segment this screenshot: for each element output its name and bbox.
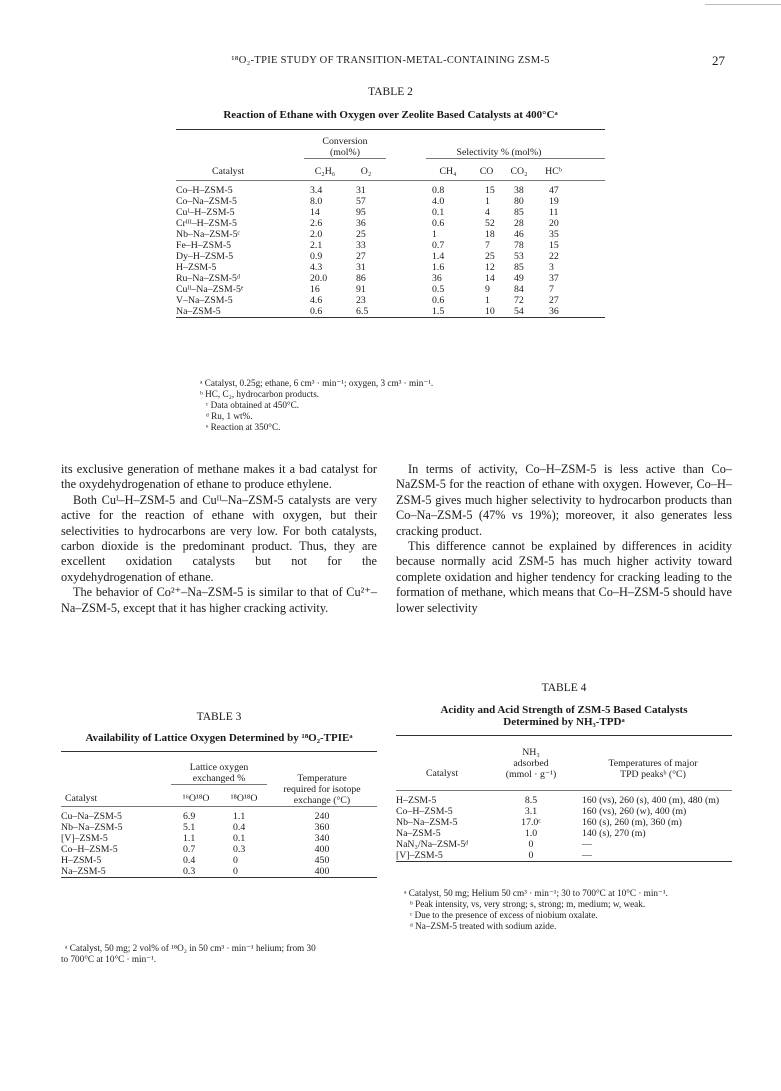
body-paragraph: This difference cannot be explained by differences in acidity because normally acid ZSM-5 has much higher activity toward complete oxidation and higher tendency for cracking leading to the formation of methane, which means that Co–H–ZSM-5 should have lower selectivity [396, 539, 732, 615]
table2-cell: 0.8 [432, 185, 445, 196]
table3-header: ¹⁸O¹⁸O [230, 792, 258, 804]
table3-cell: [V]–ZSM-5 [61, 833, 108, 844]
table3-header-temperature: Temperature required for isotope exchange (°C) [283, 773, 361, 806]
table4-row [396, 839, 732, 850]
table4-cell: NaN₃/Na–ZSM-5ᵈ [396, 838, 469, 850]
table2-cell: 2.1 [310, 240, 323, 251]
table3-row [61, 811, 377, 822]
table4-footnote: ᶜ Due to the presence of excess of niobium oxalate. [410, 910, 598, 920]
table2-footnote: ᵃ Catalyst, 0.25g; ethane, 6 cm³ · min⁻¹; oxygen, 3 cm³ · min⁻¹. [200, 378, 434, 388]
table3-row [61, 822, 377, 833]
table3-row [61, 833, 377, 844]
table3-row [61, 866, 377, 878]
table2-cell: 86 [356, 273, 366, 284]
table2-row [176, 229, 605, 240]
table2-cell: Cuᴵᴵ–Na–ZSM-5ᵉ [176, 284, 244, 295]
table2-cell: Na–ZSM-5 [176, 306, 221, 317]
table2-cell: 10 [485, 306, 495, 317]
table3-cell: H–ZSM-5 [61, 855, 102, 866]
table2-cell: 4.6 [310, 295, 323, 306]
table2-cell: 36 [549, 306, 559, 317]
table4 [396, 735, 732, 866]
table2-cell: H–ZSM-5 [176, 262, 217, 273]
table4-cell: Nb–Na–ZSM-5 [396, 816, 458, 828]
table2-cell: Fe–H–ZSM-5 [176, 240, 231, 251]
table3-header: Catalyst [65, 792, 98, 804]
table4-cell: 8.5 [524, 794, 538, 806]
table2-cell: 1 [485, 295, 490, 306]
table2-cell: Cuᴵ–H–ZSM-5 [176, 207, 235, 218]
table2-cell: 31 [356, 185, 366, 196]
table4-cell: — [582, 838, 592, 850]
table2-cell: V–Na–ZSM-5 [176, 295, 233, 306]
table2-cell: 85 [514, 262, 524, 273]
table2-header: CH₄ [439, 165, 457, 177]
table2-cell: 95 [356, 207, 366, 218]
table4-row [396, 806, 732, 817]
table3-cell: 0.1 [233, 833, 246, 844]
table3-cell: 0.7 [183, 844, 196, 855]
table3-cell: Co–H–ZSM-5 [61, 844, 118, 855]
table3-cell: 340 [314, 833, 330, 844]
table4-row [396, 795, 732, 806]
table2-cell: 54 [514, 306, 524, 317]
table4-cell: 3.1 [524, 805, 538, 817]
table4-cell: 17.0ᶜ [521, 816, 541, 828]
table2-cell: 0.5 [432, 284, 445, 295]
table4-cell: — [582, 849, 592, 861]
table2-cell: 19 [549, 196, 559, 207]
body-right-column [396, 462, 732, 616]
page-number: 27 [712, 53, 725, 68]
table2-cell: 1 [485, 196, 490, 207]
table2-cell: 1 [432, 229, 437, 240]
table2-cell: 14 [485, 273, 495, 284]
table2-cell: 0.6 [310, 306, 323, 317]
body-paragraph: its exclusive generation of methane makes it a bad catalyst for the oxydehydrogenation of ethane to produce ethylene. [61, 462, 377, 492]
table2-cell: 8.0 [310, 196, 323, 207]
table2-row [176, 295, 605, 306]
body-paragraph: The behavior of Co²⁺–Na–ZSM-5 is similar to that of Cu²⁺–Na–ZSM-5, except that it has higher cracking activity. [61, 585, 377, 615]
table4-cell: 140 (s), 270 (m) [582, 827, 646, 839]
table3-cell: Cu–Na–ZSM-5 [61, 811, 122, 822]
table2-group-conversion: Conversion (mol%) [322, 136, 368, 158]
table2-cell: 20 [549, 218, 559, 229]
table2-cell: 12 [485, 262, 495, 273]
table2-cell: 4.0 [432, 196, 445, 207]
table2-cell: 84 [514, 284, 524, 295]
table3-row [61, 844, 377, 855]
table2-cell: 4 [485, 207, 490, 218]
table3-cell: 0 [233, 866, 238, 877]
table2-cell: 49 [514, 273, 524, 284]
table2-cell: 1.6 [432, 262, 445, 273]
table2-cell: Co–Na–ZSM-5 [176, 196, 237, 207]
table3-cell: Na–ZSM-5 [61, 866, 106, 877]
table2-row [176, 196, 605, 207]
table3-cell: 1.1 [183, 833, 196, 844]
table2-cell: Nb–Na–ZSM-5ᶜ [176, 229, 241, 240]
table3-cell: 450 [314, 855, 330, 866]
table2-cell: 36 [432, 273, 442, 284]
table4-cell: Co–H–ZSM-5 [396, 805, 453, 817]
table2-cell: 27 [356, 251, 366, 262]
table2-row [176, 251, 605, 262]
table2-header: CO [479, 165, 494, 177]
table2-cell: 23 [356, 295, 366, 306]
table2-header: HCᵇ [545, 165, 562, 177]
table2-cell: 18 [485, 229, 495, 240]
table4-footnote: ᵈ Na–ZSM-5 treated with sodium azide. [410, 921, 557, 931]
table2-cell: 36 [356, 218, 366, 229]
table3-cell: 240 [314, 811, 330, 822]
table4-cell: 1.0 [524, 827, 538, 839]
body-left-column [61, 462, 377, 616]
table2-cell: 14 [310, 207, 320, 218]
table2-cell: 80 [514, 196, 524, 207]
table2-cell: 52 [485, 218, 495, 229]
running-title: ¹⁸O₂-TPIE STUDY OF TRANSITION-METAL-CONTAINING ZSM-5 [231, 55, 550, 66]
table2-cell: 1.5 [432, 306, 445, 317]
table2-footnote: ᵈ Ru, 1 wt%. [206, 411, 253, 421]
table2-row [176, 306, 605, 318]
table3-cell: 0.3 [233, 844, 246, 855]
table2-row [176, 240, 605, 251]
table2-cell: 16 [310, 284, 320, 295]
table2-row [176, 262, 605, 273]
table2-cell: 35 [549, 229, 559, 240]
table4-label: TABLE 4 [541, 682, 587, 694]
table2-cell: 25 [356, 229, 366, 240]
table2-cell: 28 [514, 218, 524, 229]
table3-cell: 360 [314, 822, 330, 833]
table2-cell: Crᴵᴵᴵ–H–ZSM-5 [176, 218, 237, 229]
table2-cell: 15 [485, 185, 495, 196]
table4-cell: Na–ZSM-5 [396, 827, 441, 839]
table2-cell: 0.6 [432, 295, 445, 306]
table2-cell: Dy–H–ZSM-5 [176, 251, 234, 262]
table4-footnote: ᵇ Peak intensity, vs, very strong; s, strong; m, medium; w, weak. [410, 899, 646, 909]
table4-cell: 160 (vs), 260 (w), 400 (m) [582, 805, 687, 817]
table3-cell: 0.3 [183, 866, 196, 877]
table3-cell: 0.4 [183, 855, 196, 866]
table2-header: Catalyst [212, 165, 245, 177]
table4-cell: H–ZSM-5 [396, 794, 437, 806]
table2-cell: 0.7 [432, 240, 445, 251]
table2-cell: 47 [549, 185, 559, 196]
table4-header-nh3: NH₃ adsorbed (mmol · g⁻¹) [505, 747, 557, 780]
top-edge-rule [705, 4, 781, 5]
table4-row [396, 850, 732, 862]
table2-cell: 91 [356, 284, 366, 295]
table2-cell: Co–H–ZSM-5 [176, 185, 233, 196]
body-paragraph: Both Cuᴵ–H–ZSM-5 and Cuᴵᴵ–Na–ZSM-5 catalysts are very active for the reaction of ethane with oxygen, but their selectivities to hydrocarbons are very low. For both catalysts, carbon dioxide is the predominant product. Thus, they are excellent oxidation catalysts but not for the oxydehydrogenation of ethane. [61, 492, 377, 584]
table3-cell: 6.9 [183, 811, 196, 822]
table2-caption: Reaction of Ethane with Oxygen over Zeolite Based Catalysts at 400°Cᵃ [223, 109, 558, 121]
table2-header: C₂H₆ [314, 165, 336, 177]
table2-cell: 72 [514, 295, 524, 306]
table2-cell: 3.4 [310, 185, 323, 196]
table3 [61, 751, 377, 882]
table2-cell: 37 [549, 273, 559, 284]
table4-header-catalyst: Catalyst [425, 768, 459, 779]
table3-cell: 0.4 [233, 822, 246, 833]
table3-footnote: ᵃ Catalyst, 50 mg; 2 vol% of ¹⁸O₂ in 50 cm³ · min⁻¹ helium; from 30 to 700°C at 10°C · min⁻¹. [61, 943, 316, 964]
table2-cell: 4.3 [310, 262, 323, 273]
table3-cell: 400 [314, 844, 330, 855]
table4-cell: 160 (vs), 260 (s), 400 (m), 480 (m) [582, 794, 720, 806]
table2-cell: 46 [514, 229, 524, 240]
table2-cell: 85 [514, 207, 524, 218]
table2-cell: 6.5 [356, 306, 369, 317]
table3-cell: 0 [233, 855, 238, 866]
table2-cell: 1.4 [432, 251, 445, 262]
table2-cell: 15 [549, 240, 559, 251]
table4-cell: 160 (s), 260 (m), 360 (m) [582, 816, 682, 828]
table3-row [61, 855, 377, 866]
table2 [176, 129, 605, 322]
table4-cell: [V]–ZSM-5 [396, 849, 443, 861]
table2-cell: 9 [485, 284, 490, 295]
table3-cell: 5.1 [183, 822, 196, 833]
table3-cell: 1.1 [233, 811, 246, 822]
table2-cell: 31 [356, 262, 366, 273]
table2-cell: 11 [549, 207, 559, 218]
table2-cell: 3 [549, 262, 554, 273]
table3-cell: 400 [314, 866, 330, 877]
table2-footnote: ᵉ Reaction at 350°C. [206, 422, 281, 432]
table4-header-temperature: Temperatures of major TPD peaksᵇ (°C) [608, 758, 698, 780]
table2-cell: 2.6 [310, 218, 323, 229]
table4-caption: Acidity and Acid Strength of ZSM-5 Based Catalysts Determined by NH₃-TPDᵃ [440, 704, 688, 728]
table4-row [396, 817, 732, 828]
table2-cell: 2.0 [310, 229, 323, 240]
table2-cell: 33 [356, 240, 366, 251]
table2-cell: 53 [514, 251, 524, 262]
table2-row [176, 218, 605, 229]
table2-group-selectivity: Selectivity % (mol%) [456, 147, 542, 158]
table3-caption: Availability of Lattice Oxygen Determined by ¹⁸O₂-TPIEᵃ [85, 732, 353, 744]
table4-cell: 0 [528, 849, 534, 861]
table4-cell: 0 [528, 838, 534, 850]
table4-footnotes [404, 888, 668, 932]
table2-cell: 27 [549, 295, 559, 306]
table2-footnote: ᶜ Data obtained at 450°C. [206, 400, 300, 410]
table2-header: O₂ [360, 165, 372, 177]
table2-cell: 0.9 [310, 251, 323, 262]
table2-cell: 25 [485, 251, 495, 262]
body-paragraph: In terms of activity, Co–H–ZSM-5 is less active than Co–NaZSM-5 for the reaction of ethane with oxygen. However, Co–H–ZSM-5 gives much higher selectivity to hydrocarbon products than Co–Na–ZSM-5 (47% vs 19%); moreover, it also generates less cracking product. [396, 462, 732, 538]
table2-footnotes [200, 378, 433, 433]
table2-row [176, 284, 605, 295]
table2-cell: 0.6 [432, 218, 445, 229]
table2-cell: 7 [485, 240, 490, 251]
table3-label: TABLE 3 [196, 711, 242, 723]
table2-cell: 20.0 [310, 273, 328, 284]
table2-cell: 7 [549, 284, 554, 295]
table2-cell: 78 [514, 240, 524, 251]
table2-footnote: ᵇ HC, C₂, hydrocarbon products. [200, 389, 320, 399]
table2-cell: 0.1 [432, 207, 445, 218]
table2-cell: 57 [356, 196, 366, 207]
table4-footnote: ᵃ Catalyst, 50 mg; Helium 50 cm³ · min⁻¹; 30 to 700°C at 10°C · min⁻¹. [404, 888, 668, 898]
table4-row [396, 828, 732, 839]
table2-cell: 22 [549, 251, 559, 262]
table2-row [176, 273, 605, 284]
table3-cell: Nb–Na–ZSM-5 [61, 822, 123, 833]
table2-row [176, 185, 605, 196]
table2-cell: 38 [514, 185, 524, 196]
table3-header: ¹⁶O¹⁸O [182, 792, 210, 804]
table2-header: CO₂ [510, 165, 528, 177]
table3-group-lattice: Lattice oxygen exchanged % [189, 762, 249, 784]
table2-row [176, 207, 605, 218]
table2-label: TABLE 2 [368, 86, 413, 98]
table2-cell: Ru–Na–ZSM-5ᵈ [176, 273, 241, 284]
